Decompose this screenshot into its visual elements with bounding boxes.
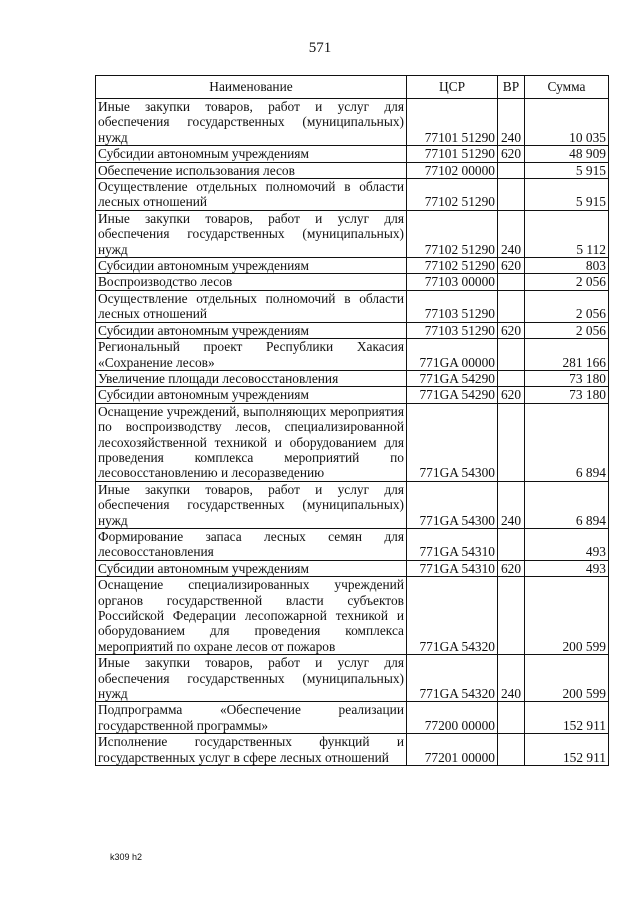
cell-csr: 77102 51290: [407, 258, 498, 274]
cell-sum: 2 056: [525, 274, 609, 290]
page-number: 571: [308, 40, 332, 56]
cell-name: Иные закупки товаров, работ и услуг для обеспечения государственных (муниципальных) нужд: [96, 481, 407, 528]
budget-table: [95, 75, 609, 766]
cell-csr: 77103 00000: [407, 274, 498, 290]
cell-sum: 73 180: [525, 370, 609, 386]
table-row: [96, 162, 609, 178]
cell-sum: 5 915: [525, 179, 609, 211]
cell-name: Иные закупки товаров, работ и услуг для обеспечения государственных (муниципальных) нужд: [96, 99, 407, 146]
cell-sum: 281 166: [525, 339, 609, 371]
cell-vr: 620: [498, 258, 525, 274]
cell-sum: 10 035: [525, 99, 609, 146]
table-row: [96, 655, 609, 702]
cell-vr: 240: [498, 481, 525, 528]
table-row: [96, 274, 609, 290]
table-row: [96, 734, 609, 766]
cell-csr: 771GA 54320: [407, 577, 498, 655]
cell-csr: 77103 51290: [407, 290, 498, 322]
cell-vr: [498, 734, 525, 766]
cell-name: Оснащение специализированных учреждений органов государственной власти субъектов Российской Федерации лесопожарной техникой и оборудованием для проведения комплекса мероприятий по охране лесов от пожаров: [96, 577, 407, 655]
cell-name: Субсидии автономным учреждениям: [96, 146, 407, 162]
cell-vr: [498, 339, 525, 371]
table-row: [96, 560, 609, 576]
cell-csr: 77102 51290: [407, 179, 498, 211]
cell-sum: 200 599: [525, 655, 609, 702]
table-row: [96, 528, 609, 560]
table-row: [96, 339, 609, 371]
cell-sum: 6 894: [525, 481, 609, 528]
cell-name: Осуществление отдельных полномочий в области лесных отношений: [96, 179, 407, 211]
cell-vr: [498, 274, 525, 290]
cell-name: Иные закупки товаров, работ и услуг для обеспечения государственных (муниципальных) нужд: [96, 655, 407, 702]
cell-csr: 771GA 54290: [407, 370, 498, 386]
cell-csr: 77101 51290: [407, 99, 498, 146]
cell-csr: 771GA 54320: [407, 655, 498, 702]
cell-name: Субсидии автономным учреждениям: [96, 387, 407, 403]
cell-csr: 77200 00000: [407, 702, 498, 734]
cell-vr: 620: [498, 387, 525, 403]
cell-vr: [498, 403, 525, 481]
cell-vr: 620: [498, 146, 525, 162]
cell-vr: 240: [498, 99, 525, 146]
footer-code: k309 h2: [110, 852, 143, 862]
header-sum: Сумма: [525, 76, 609, 99]
table-row: [96, 387, 609, 403]
cell-sum: 152 911: [525, 702, 609, 734]
cell-csr: 771GA 54300: [407, 403, 498, 481]
cell-name: Субсидии автономным учреждениям: [96, 560, 407, 576]
cell-vr: [498, 162, 525, 178]
cell-vr: 240: [498, 210, 525, 257]
cell-name: Подпрограмма «Обеспечение реализации государственной программы»: [96, 702, 407, 734]
table-header-row: [96, 76, 609, 99]
cell-vr: [498, 528, 525, 560]
cell-csr: 771GA 54310: [407, 528, 498, 560]
cell-sum: 48 909: [525, 146, 609, 162]
cell-vr: 620: [498, 322, 525, 338]
table-row: [96, 481, 609, 528]
cell-vr: 620: [498, 560, 525, 576]
table-row: [96, 99, 609, 146]
cell-sum: 2 056: [525, 290, 609, 322]
cell-vr: [498, 702, 525, 734]
cell-sum: 73 180: [525, 387, 609, 403]
cell-csr: 77101 51290: [407, 146, 498, 162]
cell-name: Исполнение государственных функций и государственных услуг в сфере лесных отношений: [96, 734, 407, 766]
cell-vr: [498, 179, 525, 211]
table-row: [96, 577, 609, 655]
header-vr: ВР: [498, 76, 525, 99]
cell-csr: 77102 51290: [407, 210, 498, 257]
cell-vr: [498, 577, 525, 655]
cell-name: Иные закупки товаров, работ и услуг для обеспечения государственных (муниципальных) нужд: [96, 210, 407, 257]
cell-csr: 77201 00000: [407, 734, 498, 766]
table-row: [96, 370, 609, 386]
cell-sum: 200 599: [525, 577, 609, 655]
table-row: [96, 403, 609, 481]
cell-sum: 2 056: [525, 322, 609, 338]
header-name: Наименование: [96, 76, 407, 99]
cell-csr: 771GA 54290: [407, 387, 498, 403]
cell-sum: 5 915: [525, 162, 609, 178]
cell-name: Осуществление отдельных полномочий в области лесных отношений: [96, 290, 407, 322]
header-csr: ЦСР: [407, 76, 498, 99]
cell-csr: 771GA 54310: [407, 560, 498, 576]
cell-csr: 77103 51290: [407, 322, 498, 338]
cell-sum: 493: [525, 528, 609, 560]
cell-sum: 6 894: [525, 403, 609, 481]
cell-name: Региональный проект Республики Хакасия «Сохранение лесов»: [96, 339, 407, 371]
table-row: [96, 702, 609, 734]
cell-csr: 771GA 00000: [407, 339, 498, 371]
cell-name: Обеспечение использования лесов: [96, 162, 407, 178]
table-row: [96, 290, 609, 322]
table-row: [96, 322, 609, 338]
table-row: [96, 210, 609, 257]
cell-name: Субсидии автономным учреждениям: [96, 258, 407, 274]
cell-vr: [498, 290, 525, 322]
cell-name: Оснащение учреждений, выполняющих мероприятия по воспроизводству лесов, специализированной лесохозяйственной техникой и оборудованием для проведения комплекса мероприятий по лесовосстановлению и лесоразведению: [96, 403, 407, 481]
cell-name: Формирование запаса лесных семян для лесовосстановления: [96, 528, 407, 560]
cell-sum: 152 911: [525, 734, 609, 766]
table-row: [96, 258, 609, 274]
table-row: [96, 179, 609, 211]
cell-csr: 77102 00000: [407, 162, 498, 178]
cell-name: Воспроизводство лесов: [96, 274, 407, 290]
cell-sum: 493: [525, 560, 609, 576]
cell-vr: [498, 370, 525, 386]
table-row: [96, 146, 609, 162]
cell-name: Субсидии автономным учреждениям: [96, 322, 407, 338]
cell-name: Увеличение площади лесовосстановления: [96, 370, 407, 386]
cell-csr: 771GA 54300: [407, 481, 498, 528]
cell-sum: 5 112: [525, 210, 609, 257]
cell-vr: 240: [498, 655, 525, 702]
cell-sum: 803: [525, 258, 609, 274]
